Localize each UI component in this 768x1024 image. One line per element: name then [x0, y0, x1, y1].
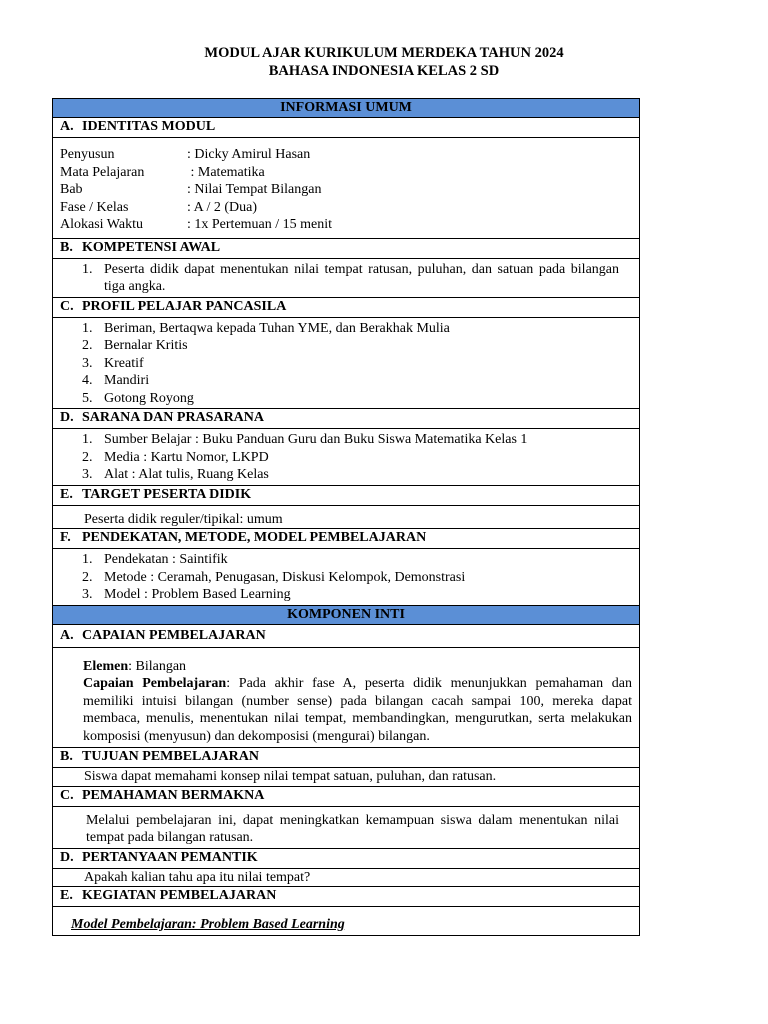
heading-profil-pelajar	[53, 297, 640, 317]
identitas-label: Fase / Kelas	[60, 199, 129, 215]
identitas-label: Bab	[60, 182, 83, 197]
heading-pertanyaan	[53, 848, 640, 868]
document-subtitle: BAHASA INDONESIA KELAS 2 SD	[268, 63, 500, 79]
list-item: 5. Gotong Royong	[82, 390, 194, 406]
heading-letter: D.	[60, 849, 74, 865]
heading-letter: A.	[60, 627, 74, 643]
pendekatan-body	[53, 549, 640, 606]
section-bar-informasi-umum: INFORMASI UMUM	[53, 99, 640, 118]
elemen-label: Elemen	[83, 658, 129, 674]
heading-text: PROFIL PELAJAR PANCASILA	[82, 298, 287, 314]
list-item-text: Peserta didik dapat menentukan nilai tempat ratusan, puluhan, dan satuan pada bilangan tiga angka.	[104, 261, 619, 294]
profil-list	[82, 320, 619, 408]
elemen-value: : Bilangan	[128, 658, 187, 674]
list-item: 1. Pendekatan : Saintifik	[82, 552, 228, 567]
list-item-text: Mandiri	[104, 373, 150, 388]
list-item-text: Model : Problem Based Learning	[104, 587, 291, 602]
identitas-grid	[53, 138, 639, 238]
identitas-value: : Dicky Amirul Hasan	[187, 147, 311, 162]
heading-letter: B.	[60, 749, 73, 764]
heading-text: TARGET PESERTA DIDIK	[82, 486, 252, 502]
heading-tujuan	[53, 748, 640, 768]
kegiatan-body	[53, 907, 640, 936]
list-item: 4. Mandiri	[82, 373, 150, 388]
cp-label: Capaian Pembelajaran	[83, 676, 227, 691]
document-title: MODUL AJAR KURIKULUM MERDEKA TAHUN 2024	[204, 45, 564, 61]
list-item: 1. Sumber Belajar : Buku Panduan Guru dan Buku Siswa Matematika Kelas 1	[82, 432, 528, 447]
identitas-label: Alokasi Waktu	[60, 217, 143, 232]
identitas-value: : Matematika	[187, 164, 265, 180]
heading-text: PENDEKATAN, METODE, MODEL PEMBELAJARAN	[82, 530, 427, 545]
list-item-text: Kreatif	[104, 355, 144, 371]
heading-text: KOMPETENSI AWAL	[82, 239, 221, 255]
list-item-text: Beriman, Bertaqwa kepada Tuhan YME, dan Berakhak Mulia	[104, 320, 450, 336]
heading-letter: E.	[60, 486, 73, 502]
list-item-text: Gotong Royong	[104, 390, 194, 406]
capaian-body	[53, 647, 640, 748]
pendekatan-list	[82, 551, 619, 604]
list-item: 2. Bernalar Kritis	[82, 338, 188, 353]
heading-kompetensi-awal	[53, 238, 640, 258]
list-item-text: Bernalar Kritis	[104, 338, 188, 353]
heading-target-peserta	[53, 485, 640, 505]
target-text: Peserta didik reguler/tipikal: umum	[53, 505, 640, 529]
pertanyaan-text: Apakah kalian tahu apa itu nilai tempat?	[53, 868, 640, 887]
identitas-label: Penyusun	[60, 147, 115, 162]
heading-letter: F.	[60, 530, 71, 545]
identitas-value: : A / 2 (Dua)	[187, 199, 257, 215]
heading-letter: E.	[60, 888, 73, 903]
list-item-text: Media : Kartu Nomor, LKPD	[104, 449, 269, 465]
identitas-body	[53, 138, 640, 239]
sarana-list	[82, 431, 619, 484]
heading-identitas-modul	[53, 118, 640, 138]
kegiatan-model-text: Model Pembelajaran: Problem Based Learning	[71, 917, 345, 932]
tujuan-text: Siswa dapat memahami konsep nilai tempat satuan, puluhan, dan ratusan.	[53, 768, 640, 787]
heading-capaian	[53, 624, 640, 647]
list-item-text: Sumber Belajar : Buku Panduan Guru dan Buku Siswa Matematika Kelas 1	[104, 432, 528, 447]
heading-text: SARANA DAN PRASARANA	[82, 410, 265, 425]
list-item: 3. Kreatif	[82, 355, 144, 371]
cp-text: : Pada akhir fase A, peserta didik menunjukkan pemahaman dan memiliki intuisi bilangan (number sense) pada bilangan cacah sampai 100, mereka dapat membaca, menulis, menentukan nilai tempat, membandingkan, mengurutkan, serta melakukan komposisi (menyusun) dan dekomposisi (mengurai) bilangan.	[83, 676, 632, 744]
module-table	[52, 98, 640, 936]
identitas-value: : 1x Pertemuan / 15 menit	[187, 217, 333, 232]
heading-letter: C.	[60, 298, 74, 314]
heading-text: IDENTITAS MODUL	[82, 119, 216, 134]
heading-kegiatan	[53, 887, 640, 907]
identitas-value: : Nilai Tempat Bilangan	[187, 182, 322, 197]
heading-text: TUJUAN PEMBELAJARAN	[82, 749, 259, 764]
list-item-text: Metode : Ceramah, Penugasan, Diskusi Kelompok, Demonstrasi	[104, 569, 466, 585]
cp-paragraph	[83, 675, 632, 745]
identitas-label: Mata Pelajaran	[60, 164, 145, 180]
heading-pendekatan	[53, 529, 640, 549]
list-item-text: Alat : Alat tulis, Ruang Kelas	[104, 467, 269, 482]
pemahaman-text: Melalui pembelajaran ini, dapat meningkatkan kemampuan siswa dalam menentukan nilai tempat pada bilangan ratusan.	[53, 806, 640, 848]
heading-pemahaman	[53, 786, 640, 806]
heading-sarana-prasarana	[53, 409, 640, 429]
list-item: 3. Model : Problem Based Learning	[82, 587, 291, 602]
heading-text: PERTANYAAN PEMANTIK	[82, 849, 258, 865]
elemen-line	[83, 658, 632, 676]
kompetensi-body	[53, 258, 640, 297]
heading-letter: A.	[60, 119, 74, 134]
heading-letter: C.	[60, 787, 74, 803]
kompetensi-list	[82, 261, 619, 296]
list-item: 1. Peserta didik dapat menentukan nilai tempat ratusan, puluhan, dan satuan pada bilangan tiga angka.	[82, 261, 619, 294]
list-item: 2. Metode : Ceramah, Penugasan, Diskusi Kelompok, Demonstrasi	[82, 569, 466, 585]
heading-letter: D.	[60, 410, 74, 425]
list-item: 2. Media : Kartu Nomor, LKPD	[82, 449, 269, 465]
list-item: 1. Beriman, Bertaqwa kepada Tuhan YME, dan Berakhak Mulia	[82, 320, 450, 336]
profil-body	[53, 317, 640, 409]
heading-text: KEGIATAN PEMBELAJARAN	[82, 888, 277, 903]
list-item-text: Pendekatan : Saintifik	[104, 552, 228, 567]
heading-text: PEMAHAMAN BERMAKNA	[82, 787, 265, 803]
list-item: 3. Alat : Alat tulis, Ruang Kelas	[82, 467, 269, 482]
heading-text: CAPAIAN PEMBELAJARAN	[82, 627, 266, 643]
heading-letter: B.	[60, 239, 73, 255]
sarana-body	[53, 429, 640, 486]
section-bar-komponen-inti: KOMPONEN INTI	[53, 605, 640, 624]
